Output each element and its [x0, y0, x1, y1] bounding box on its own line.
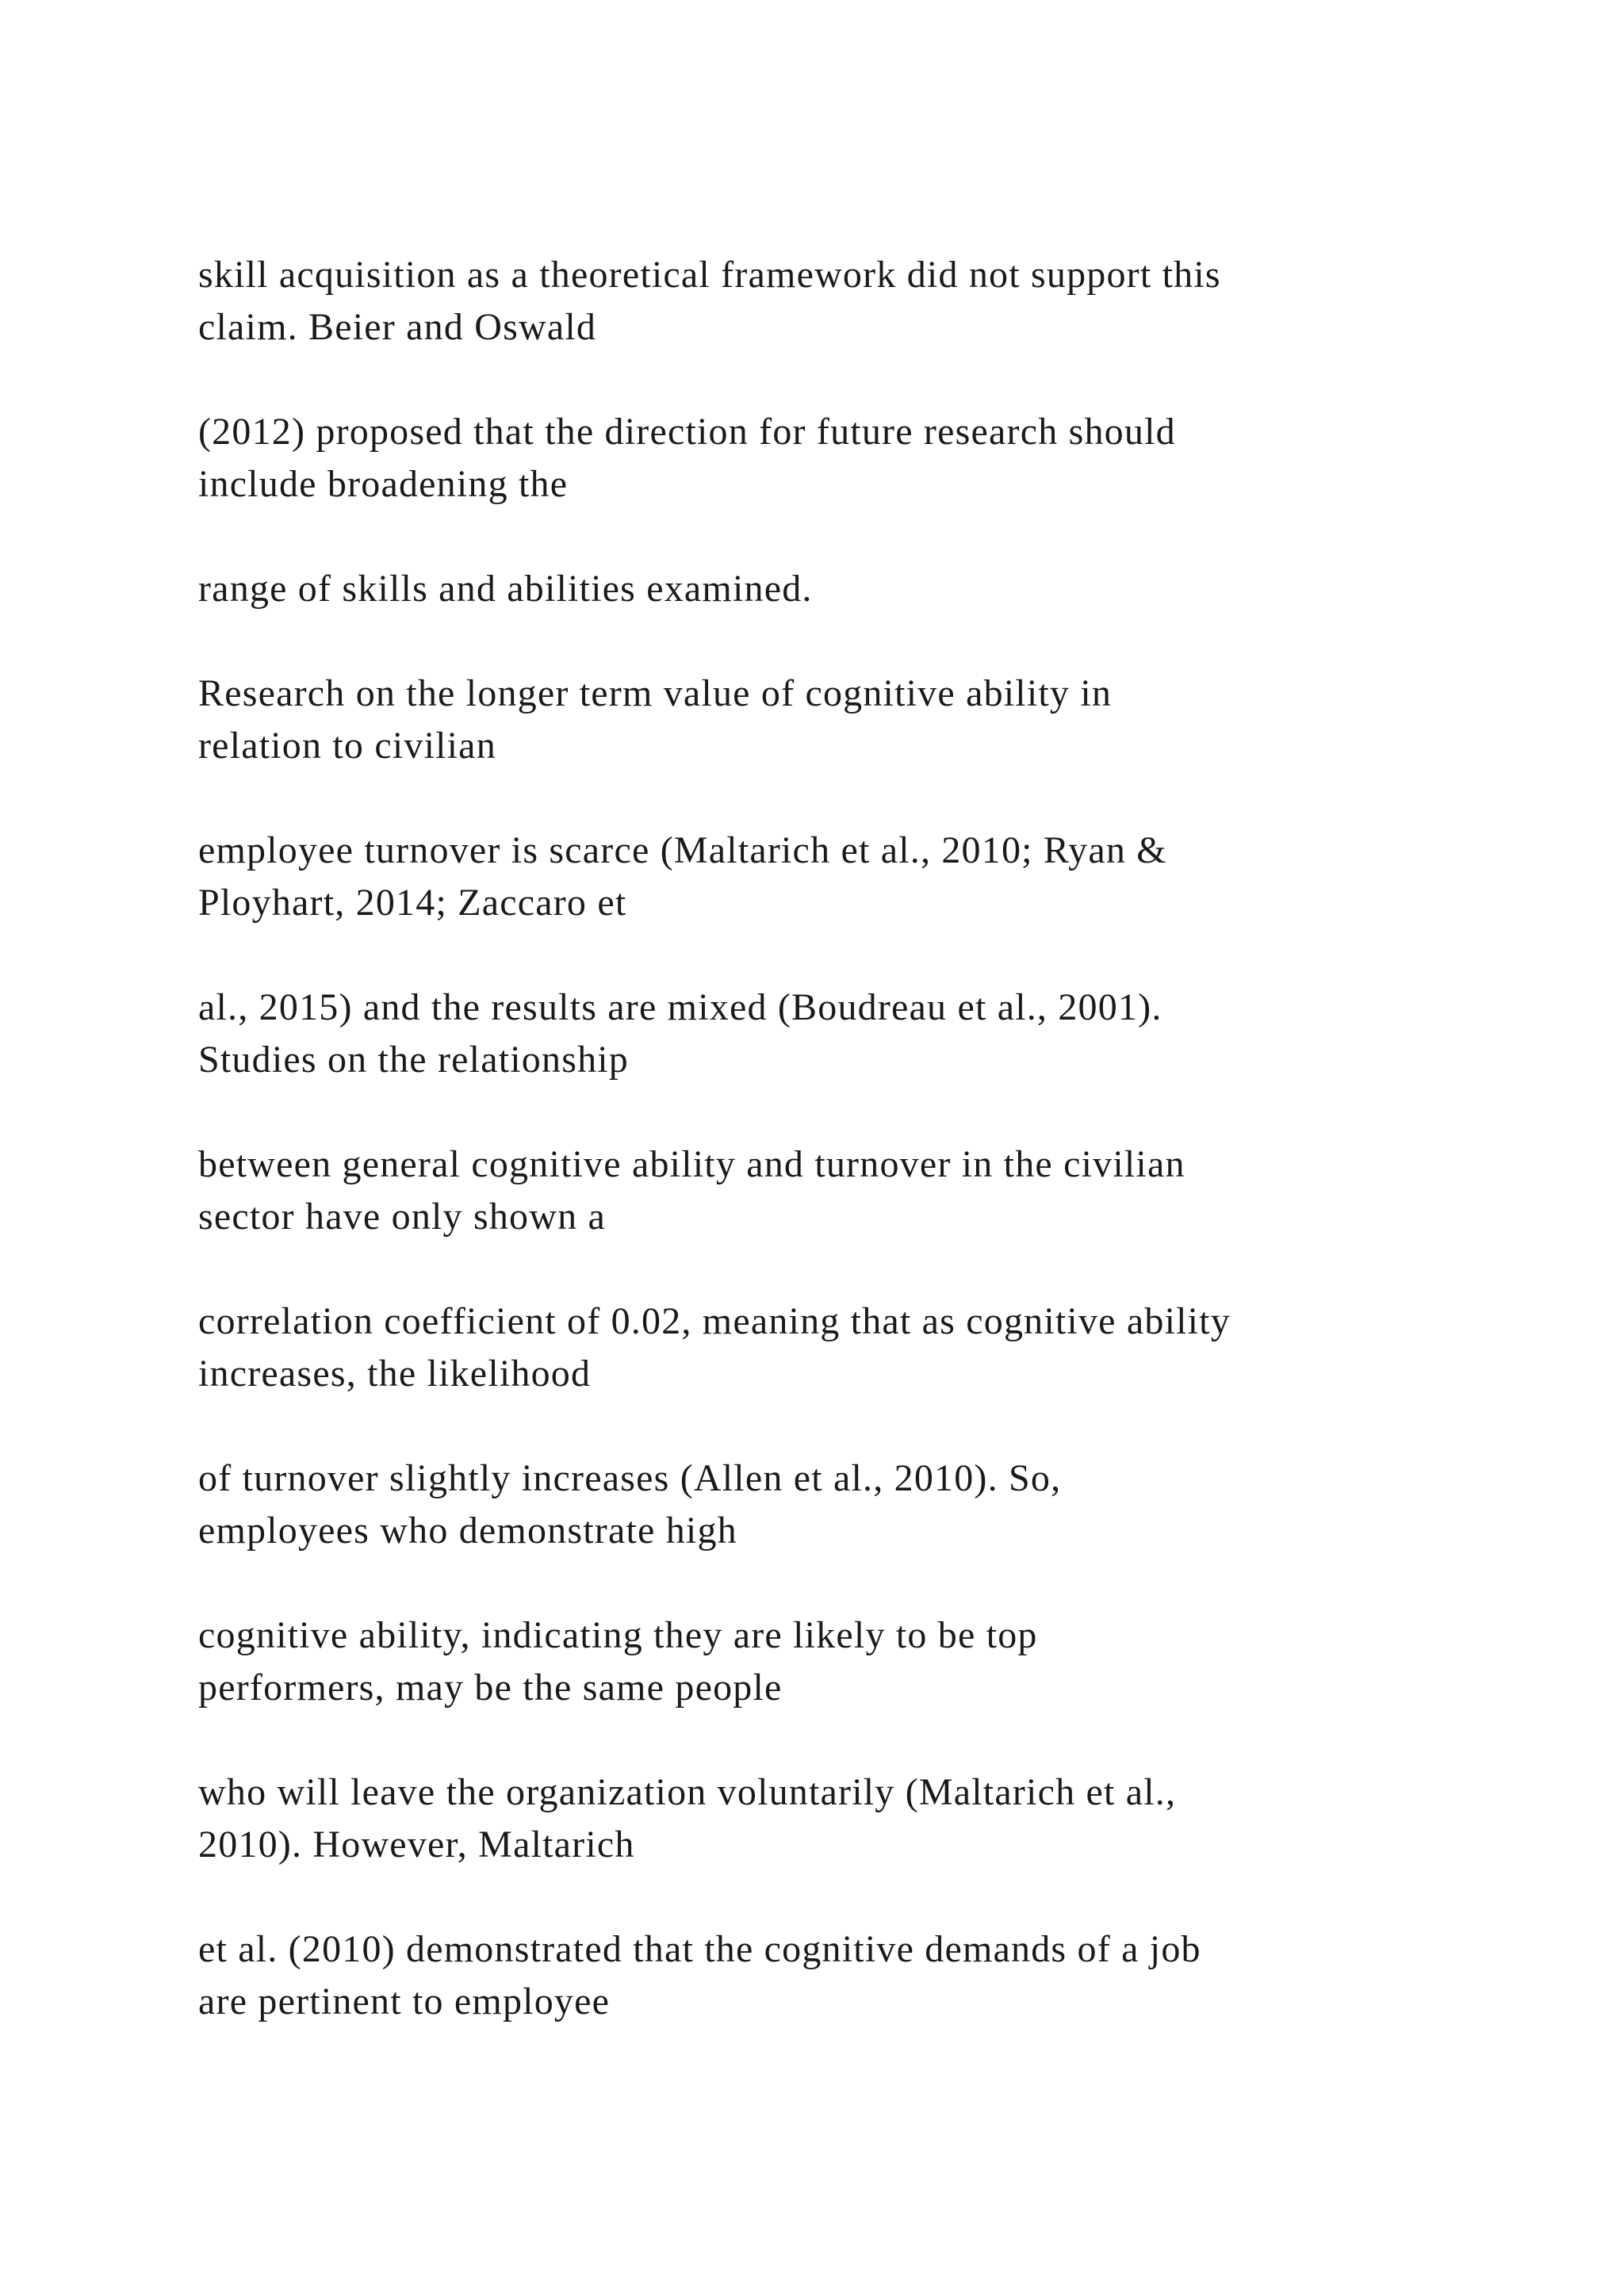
- paragraph: employee turnover is scarce (Maltarich et al., 2010; Ryan & Ployhart, 2014; Zaccaro et: [198, 829, 1167, 924]
- document-body: [198, 249, 1499, 2080]
- paragraph: of turnover slightly increases (Allen et al., 2010). So, employees who demonstrate high: [198, 1457, 1062, 1552]
- paragraph: skill acquisition as a theoretical framework did not support this claim. Beier and Oswald: [198, 254, 1221, 348]
- paragraph: between general cognitive ability and turnover in the civilian sector have only shown a: [198, 1143, 1185, 1238]
- paragraph: et al. (2010) demonstrated that the cognitive demands of a job are pertinent to employee: [198, 1928, 1201, 2022]
- paragraph: al., 2015) and the results are mixed (Boudreau et al., 2001). Studies on the relationship: [198, 986, 1162, 1081]
- paragraph: who will leave the organization voluntarily (Maltarich et al., 2010). However, Maltarich: [198, 1771, 1177, 1866]
- paragraph: cognitive ability, indicating they are likely to be top performers, may be the same people: [198, 1614, 1038, 1709]
- paragraph: range of skills and abilities examined.: [198, 568, 813, 610]
- paragraph: (2012) proposed that the direction for future research should include broadening the: [198, 411, 1176, 505]
- paragraph: Research on the longer term value of cognitive ability in relation to civilian: [198, 672, 1113, 767]
- paragraph: correlation coefficient of 0.02, meaning that as cognitive ability increases, the likelihood: [198, 1300, 1231, 1395]
